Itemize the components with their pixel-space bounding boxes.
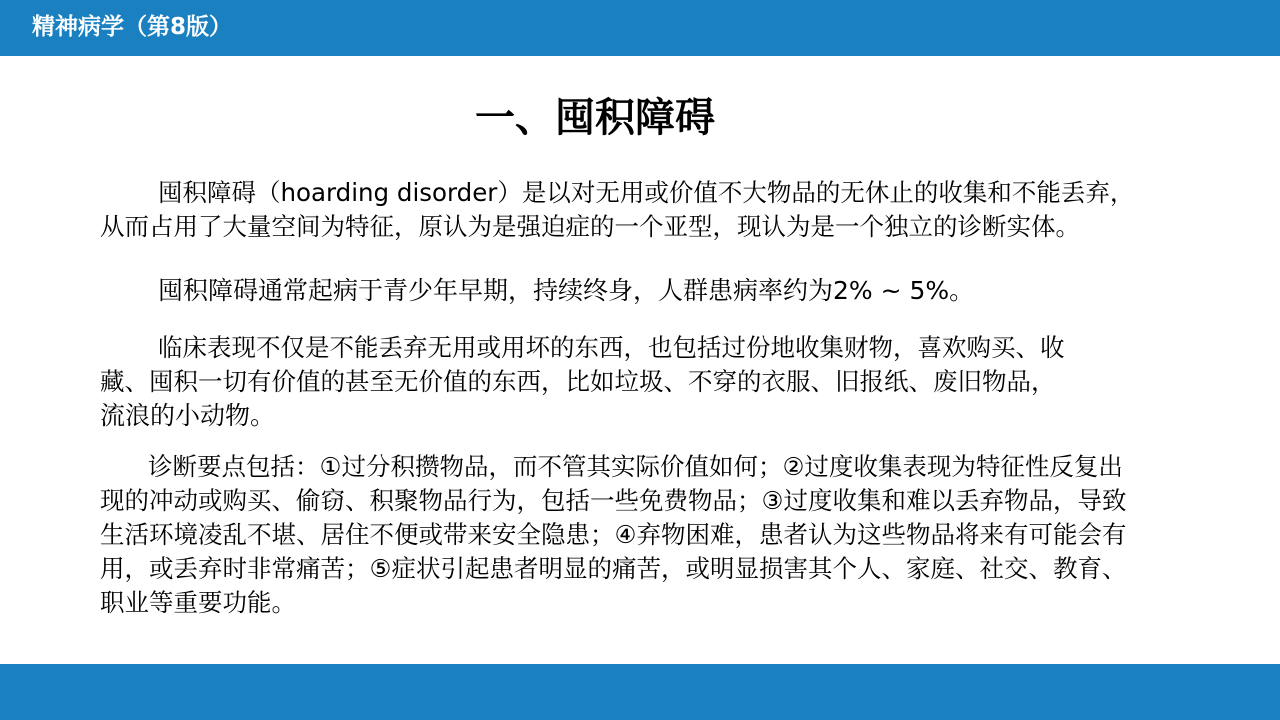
paragraph-line-text: 用，或丢弃时非常痛苦；⑤症状引起患者明显的痛苦，或明显损害其个人、家庭、社交、教育、	[100, 554, 1127, 583]
paragraph-line	[100, 484, 1126, 518]
paragraph-line	[100, 586, 1126, 620]
paragraph-line	[100, 399, 1065, 433]
paragraph-line-text: 现的冲动或购买、偷窃、积聚物品行为，包括一些免费物品；③过度收集和难以丢弃物品，导致	[100, 486, 1127, 515]
paragraph-line	[100, 365, 1065, 399]
header-bar	[0, 0, 1280, 56]
paragraph-line-text: 从而占用了大量空间为特征，原认为是强迫症的一个亚型，现认为是一个独立的诊断实体。	[100, 212, 1080, 241]
paragraph-line-text: 职业等重要功能。	[100, 588, 296, 617]
paragraph-definition	[100, 176, 1134, 244]
paragraph-line	[100, 450, 1126, 484]
paragraph-line-text: 藏、囤积一切有价值的甚至无价值的东西，比如垃圾、不穿的衣服、旧报纸、废旧物品，	[100, 367, 1056, 396]
paragraph-line-text: 流浪的小动物。	[100, 401, 276, 430]
paragraph-line-text: 囤积障碍通常起病于青少年早期，持续终身，人群患病率约为2% ~ 5%。	[158, 276, 975, 305]
paragraph-line	[100, 210, 1134, 244]
paragraph-line	[100, 552, 1126, 586]
paragraph-line-text: 生活环境凌乱不堪、居住不便或带来安全隐患；④弃物困难，患者认为这些物品将来有可能会有	[100, 520, 1127, 549]
slide-title: 一、囤积障碍	[475, 95, 715, 141]
paragraph-clinical	[100, 331, 1065, 433]
paragraph-line	[100, 274, 974, 308]
paragraph-line-text: 囤积障碍（hoarding disorder）是以对无用或价值不大物品的无休止的收集和不能丢弃，	[158, 178, 1135, 207]
paragraph-diagnosis	[100, 450, 1126, 620]
paragraph-epidemiology	[100, 274, 974, 308]
footer-bar	[0, 664, 1280, 720]
header-title: 精神病学（第8版）	[32, 14, 233, 40]
paragraph-line-text: 诊断要点包括：①过分积攒物品，而不管其实际价值如何；②过度收集表现为特征性反复出	[148, 452, 1123, 481]
paragraph-line-text: 临床表现不仅是不能丢弃无用或用坏的东西，也包括过份地收集财物，喜欢购买、收	[158, 333, 1065, 362]
paragraph-line	[100, 176, 1134, 210]
paragraph-line	[100, 331, 1065, 365]
paragraph-line	[100, 518, 1126, 552]
